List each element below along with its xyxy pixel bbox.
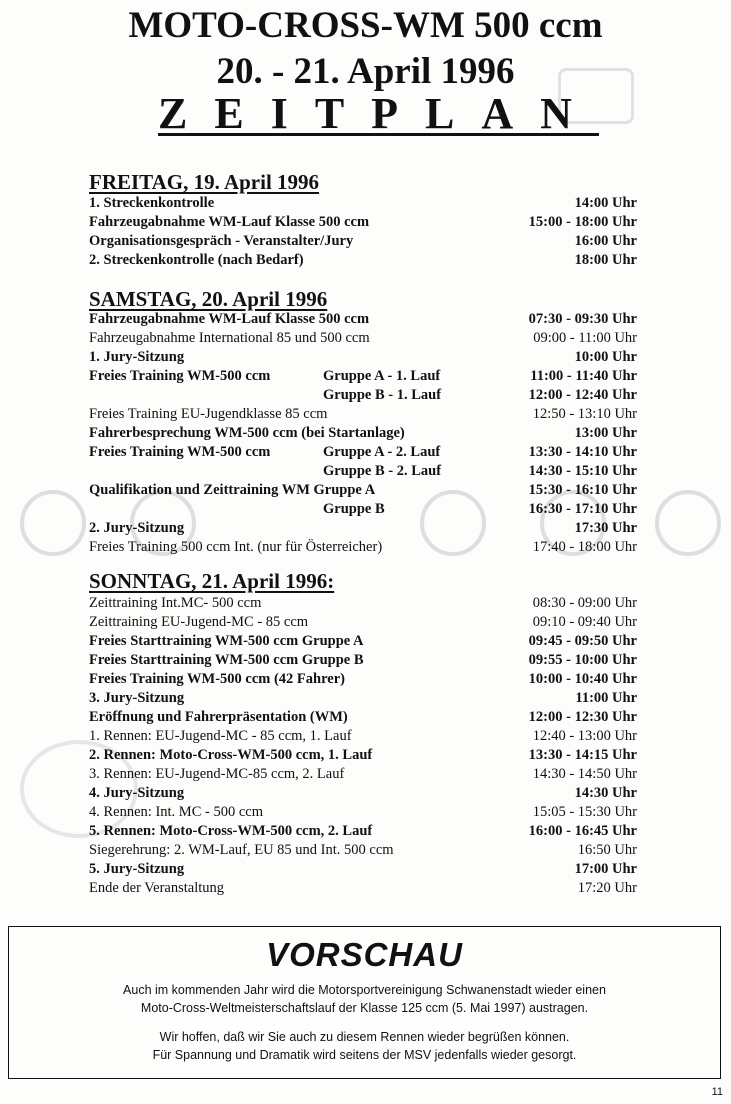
vorschau-text-line: Moto-Cross-Weltmeisterschaftslauf der Klasse 125 ccm (5. Mai 1997) austragen. — [140, 1001, 589, 1015]
event-label: Freies Training 500 ccm Int. (nur für Österreicher) — [89, 539, 383, 555]
event-time: 10:00 - 10:40 Uhr — [528, 671, 637, 687]
vorschau-box — [8, 926, 721, 1079]
event-time: 17:00 Uhr — [574, 861, 637, 877]
event-label: Zeittraining EU-Jugend-MC - 85 ccm — [89, 614, 309, 630]
schedule-row — [89, 424, 637, 443]
day-heading-sunday: SONNTAG, 21. April 1996: — [89, 569, 335, 593]
schedule-row — [89, 727, 637, 746]
event-time: 07:30 - 09:30 Uhr — [528, 311, 637, 327]
schedule-row — [89, 462, 637, 481]
page-title-dates: 20. - 21. April 1996 — [216, 51, 515, 92]
group-label: Gruppe B - 1. Lauf — [323, 387, 442, 403]
event-time: 15:05 - 15:30 Uhr — [532, 804, 637, 820]
schedule-row — [89, 251, 637, 270]
event-time: 12:50 - 13:10 Uhr — [532, 406, 637, 422]
schedule-row — [89, 879, 637, 898]
event-time: 16:30 - 17:10 Uhr — [528, 501, 637, 517]
event-label: 4. Jury-Sitzung — [89, 785, 185, 801]
schedule-row — [89, 538, 637, 557]
schedule-row — [89, 708, 637, 727]
day-heading-friday: FREITAG, 19. April 1996 — [89, 170, 320, 194]
event-label: 2. Jury-Sitzung — [89, 520, 185, 536]
logo-watermark — [655, 490, 721, 556]
schedule-row — [89, 367, 637, 386]
schedule-row — [89, 519, 637, 538]
group-label: Gruppe B — [323, 501, 385, 517]
event-label: 1. Streckenkontrolle — [89, 195, 215, 211]
vorschau-heading: VORSCHAU — [266, 936, 463, 973]
event-time: 14:30 - 14:50 Uhr — [532, 766, 637, 782]
schedule-list-saturday — [89, 310, 637, 557]
event-label: 5. Jury-Sitzung — [89, 861, 185, 877]
schedule-row — [89, 348, 637, 367]
schedule-row — [89, 670, 637, 689]
group-label: Gruppe B - 2. Lauf — [323, 463, 442, 479]
schedule-row — [89, 481, 637, 500]
event-time: 13:00 Uhr — [574, 425, 637, 441]
schedule-row — [89, 594, 637, 613]
group-label: Gruppe A - 1. Lauf — [323, 368, 441, 384]
event-label: 1. Rennen: EU-Jugend-MC - 85 ccm, 1. Lauf — [89, 728, 352, 744]
event-label: Ende der Veranstaltung — [89, 880, 225, 896]
page-number: 11 — [711, 1086, 723, 1098]
event-time: 09:00 - 11:00 Uhr — [533, 330, 637, 346]
schedule-row — [89, 765, 637, 784]
event-label: Fahrerbesprechung WM-500 ccm (bei Startanlage) — [89, 425, 405, 441]
schedule-row — [89, 746, 637, 765]
page-title-zeitplan: ZEITPLAN — [158, 89, 599, 138]
event-label: 3. Jury-Sitzung — [89, 690, 185, 706]
schedule-row — [89, 613, 637, 632]
event-label: 2. Rennen: Moto-Cross-WM-500 ccm, 1. Lauf — [89, 747, 373, 763]
event-label: Freies Starttraining WM-500 ccm Gruppe A — [89, 633, 364, 649]
event-label: Fahrzeugabnahme WM-Lauf Klasse 500 ccm — [89, 311, 370, 327]
event-time: 13:30 - 14:15 Uhr — [528, 747, 637, 763]
logo-watermark — [20, 490, 86, 556]
event-label: Qualifikation und Zeittraining WM Gruppe A — [89, 482, 376, 498]
schedule-row — [89, 784, 637, 803]
event-time: 09:55 - 10:00 Uhr — [528, 652, 637, 668]
event-time: 13:30 - 14:10 Uhr — [528, 444, 637, 460]
event-label: Freies Starttraining WM-500 ccm Gruppe B — [89, 652, 364, 668]
schedule-row — [89, 443, 637, 462]
event-label: 1. Jury-Sitzung — [89, 349, 185, 365]
event-time: 12:00 - 12:30 Uhr — [528, 709, 637, 725]
event-time: 09:45 - 09:50 Uhr — [528, 633, 637, 649]
event-label: 5. Rennen: Moto-Cross-WM-500 ccm, 2. Lauf — [89, 823, 373, 839]
schedule-row — [89, 310, 637, 329]
event-label: Zeittraining Int.MC- 500 ccm — [89, 595, 262, 611]
schedule-row — [89, 329, 637, 348]
event-time: 18:00 Uhr — [574, 252, 637, 268]
event-time: 12:40 - 13:00 Uhr — [532, 728, 637, 744]
event-label: Fahrzeugabnahme International 85 und 500 ccm — [89, 330, 370, 346]
page-title-event: MOTO-CROSS-WM 500 ccm — [128, 5, 603, 46]
event-label: Freies Training WM-500 ccm — [89, 368, 271, 384]
event-label: Freies Training WM-500 ccm (42 Fahrer) — [89, 671, 345, 687]
event-time: 17:40 - 18:00 Uhr — [532, 539, 637, 555]
schedule-row — [89, 689, 637, 708]
event-time: 17:30 Uhr — [574, 520, 637, 536]
event-label: Freies Training WM-500 ccm — [89, 444, 271, 460]
vorschau-text-line: Für Spannung und Dramatik wird seitens der MSV jedenfalls wieder gesorgt. — [152, 1048, 577, 1062]
event-label: Siegerehrung: 2. WM-Lauf, EU 85 und Int. 500 ccm — [89, 842, 394, 858]
event-time: 14:30 Uhr — [574, 785, 637, 801]
schedule-row — [89, 651, 637, 670]
schedule-row — [89, 405, 637, 424]
event-label: Freies Training EU-Jugendklasse 85 ccm — [89, 406, 328, 422]
event-label: Eröffnung und Fahrerpräsentation (WM) — [89, 709, 348, 725]
group-label: Gruppe A - 2. Lauf — [323, 444, 441, 460]
event-time: 08:30 - 09:00 Uhr — [532, 595, 637, 611]
schedule-row — [89, 632, 637, 651]
schedule-row — [89, 232, 637, 251]
event-time: 11:00 Uhr — [575, 690, 637, 706]
event-time: 12:00 - 12:40 Uhr — [528, 387, 637, 403]
event-time: 14:30 - 15:10 Uhr — [528, 463, 637, 479]
event-time: 15:30 - 16:10 Uhr — [528, 482, 637, 498]
day-heading-saturday: SAMSTAG, 20. April 1996 — [89, 287, 328, 311]
event-time: 14:00 Uhr — [574, 195, 637, 211]
event-time: 17:20 Uhr — [577, 880, 637, 896]
event-time: 09:10 - 09:40 Uhr — [532, 614, 637, 630]
schedule-row — [89, 803, 637, 822]
event-time: 15:00 - 18:00 Uhr — [528, 214, 637, 230]
event-time: 16:50 Uhr — [577, 842, 637, 858]
event-time: 11:00 - 11:40 Uhr — [530, 368, 637, 384]
event-label: Fahrzeugabnahme WM-Lauf Klasse 500 ccm — [89, 214, 370, 230]
event-label: 2. Streckenkontrolle (nach Bedarf) — [89, 252, 304, 268]
schedule-row — [89, 822, 637, 841]
schedule-row — [89, 841, 637, 860]
event-label: 3. Rennen: EU-Jugend-MC-85 ccm, 2. Lauf — [89, 766, 345, 782]
schedule-row — [89, 860, 637, 879]
event-time: 16:00 - 16:45 Uhr — [528, 823, 637, 839]
vorschau-text-line: Wir hoffen, daß wir Sie auch zu diesem Rennen wieder begrüßen können. — [159, 1030, 570, 1044]
event-time: 16:00 Uhr — [574, 233, 637, 249]
event-label: 4. Rennen: Int. MC - 500 ccm — [89, 804, 263, 820]
event-label: Organisationsgespräch - Veranstalter/Jury — [89, 233, 354, 249]
schedule-row — [89, 500, 637, 519]
schedule-list-sunday — [89, 594, 637, 898]
schedule-row — [89, 386, 637, 405]
event-time: 10:00 Uhr — [574, 349, 637, 365]
schedule-list-friday — [89, 194, 637, 270]
schedule-row — [89, 213, 637, 232]
vorschau-text-line: Auch im kommenden Jahr wird die Motorsportvereinigung Schwanenstadt wieder einen — [123, 983, 606, 997]
schedule-row — [89, 194, 637, 213]
